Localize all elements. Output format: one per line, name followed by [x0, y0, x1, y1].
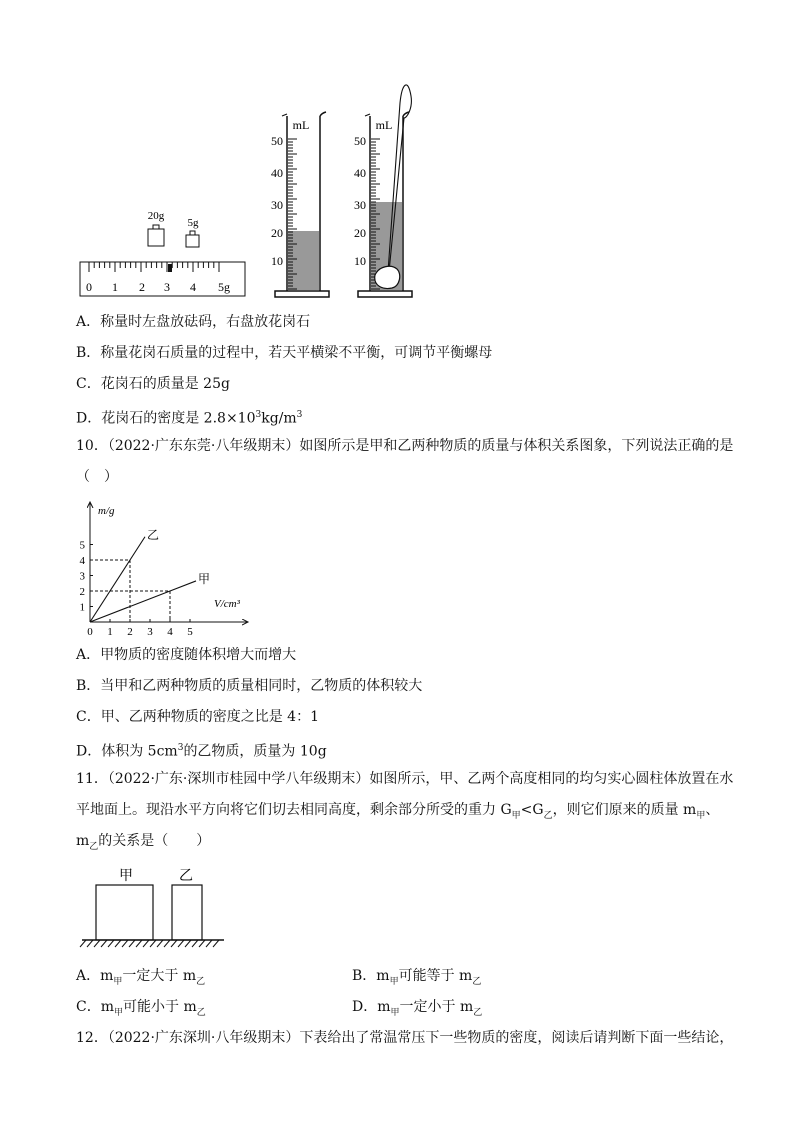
svg-text:20: 20 [271, 226, 283, 240]
svg-text:10: 10 [271, 254, 283, 268]
svg-text:40: 40 [354, 166, 366, 180]
graduated-cylinder-1 [262, 108, 337, 300]
q11-option-c: C．$m_甲$可能小于 $m_乙$ [76, 999, 206, 1018]
scale-tick-labels [86, 280, 230, 294]
q11-stem-line1: 11．（2022·广东·深圳市桂园中学八年级期末）如图所示，甲、乙两个高度相同的均匀实心圆柱体放置在水 [76, 771, 734, 787]
q9-option-d: D．花岗石的密度是 $2.8\times 10^3kg/m^3$ [76, 410, 303, 427]
q10-option-c: C．甲、乙两种物质的密度之比是 4：1 [76, 709, 319, 725]
balance-scale-figure [78, 205, 248, 300]
svg-text:30: 30 [271, 198, 283, 212]
y-tick-label: 2 [79, 586, 85, 598]
cylinder-yi-label: 乙 [179, 869, 193, 884]
y-tick-label: 4 [79, 555, 85, 567]
scale-slider [168, 264, 172, 272]
x-tick-label: 1 [107, 626, 113, 638]
cylinders-on-ground-figure [78, 864, 228, 950]
cylinder-jia [96, 885, 153, 940]
weight-20g-label: 20g [147, 210, 165, 222]
q10-option-d: D．体积为 $5cm^3$的乙物质，质量为 10g [76, 743, 327, 760]
cylinder-jia-label: 甲 [119, 869, 133, 884]
svg-text:5g: 5g [218, 280, 230, 294]
cylinder-1-unit: mL [292, 118, 310, 132]
q9-option-b: B．称量花岗石质量的过程中，若天平横梁不平衡，可调节平衡螺母 [76, 345, 493, 361]
svg-text:50: 50 [354, 134, 366, 148]
x-tick-label: 0 [87, 626, 93, 638]
series-label: 甲 [198, 571, 211, 586]
x-tick-label: 3 [147, 626, 153, 638]
x-tick-label: 5 [187, 626, 193, 638]
cylinder-1-water [288, 231, 319, 290]
svg-text:40: 40 [271, 166, 283, 180]
q11-stem-line2: 平地面上。现沿水平方向将它们切去相同高度，剩余部分所受的重力 $G_甲<G_乙$，则它们原来的质量 $m_甲$、 [76, 802, 720, 821]
svg-text:10: 10 [354, 254, 366, 268]
svg-text:30: 30 [354, 198, 366, 212]
svg-text:50: 50 [271, 134, 283, 148]
q11-option-d: D．$m_甲$一定小于 $m_乙$ [352, 999, 483, 1018]
y-tick-label: 3 [79, 570, 85, 583]
cylinder-1-scale-labels [271, 134, 283, 268]
series-line-甲 [90, 581, 196, 622]
weight-5g-label: 5g [187, 217, 199, 229]
q11-option-a: A．$m_甲$一定大于 $m_乙$ [76, 968, 206, 987]
graduated-cylinder-2 [345, 78, 425, 300]
weight-20g-icon [148, 225, 164, 246]
q12-stem-line1: 12．（2022·广东深圳·八年级期末）下表给出了常温常压下一些物质的密度，阅读后请判断下面一些结论， [76, 1030, 734, 1046]
svg-text:3: 3 [164, 280, 170, 294]
mass-volume-chart [76, 494, 256, 639]
q9-option-c: C．花岗石的质量是 25g [76, 376, 230, 392]
svg-text:0: 0 [86, 280, 92, 294]
cylinder-yi [172, 885, 202, 940]
svg-text:2: 2 [139, 280, 145, 294]
chart-y-label: m/g [98, 505, 115, 517]
q10-option-a: A．甲物质的密度随体积增大而增大 [76, 647, 297, 663]
chart-x-label: V/cm³ [214, 598, 240, 610]
svg-text:1: 1 [112, 280, 118, 294]
series-line-乙 [90, 537, 145, 622]
x-tick-label: 2 [127, 626, 133, 638]
x-tick-label: 4 [167, 626, 173, 638]
y-tick-label: 5 [79, 539, 85, 552]
q11-stem-line3: $m_乙$的关系是（ ） [76, 833, 211, 852]
svg-text:4: 4 [190, 280, 196, 294]
cylinder-2-scale-labels [354, 134, 366, 268]
q11-option-b: B．$m_甲$可能等于 $m_乙$ [352, 968, 482, 987]
cylinder-2-unit: mL [375, 118, 393, 132]
granite-stone-icon [375, 266, 400, 288]
q10-stem-line1: 10．（2022·广东东莞·八年级期末）如图所示是甲和乙两种物质的质量与体积关系图象，下列说法正确的是 [76, 438, 734, 454]
q10-option-b: B．当甲和乙两种物质的质量相同时，乙物质的体积较大 [76, 678, 423, 694]
weight-5g-icon [186, 231, 199, 247]
q9-option-a: A．称量时左盘放砝码，右盘放花岗石 [76, 314, 311, 330]
svg-text:20: 20 [354, 226, 366, 240]
q10-stem-line2: （ ） [76, 469, 118, 485]
series-label: 乙 [147, 527, 160, 542]
y-tick-label: 1 [79, 601, 85, 614]
